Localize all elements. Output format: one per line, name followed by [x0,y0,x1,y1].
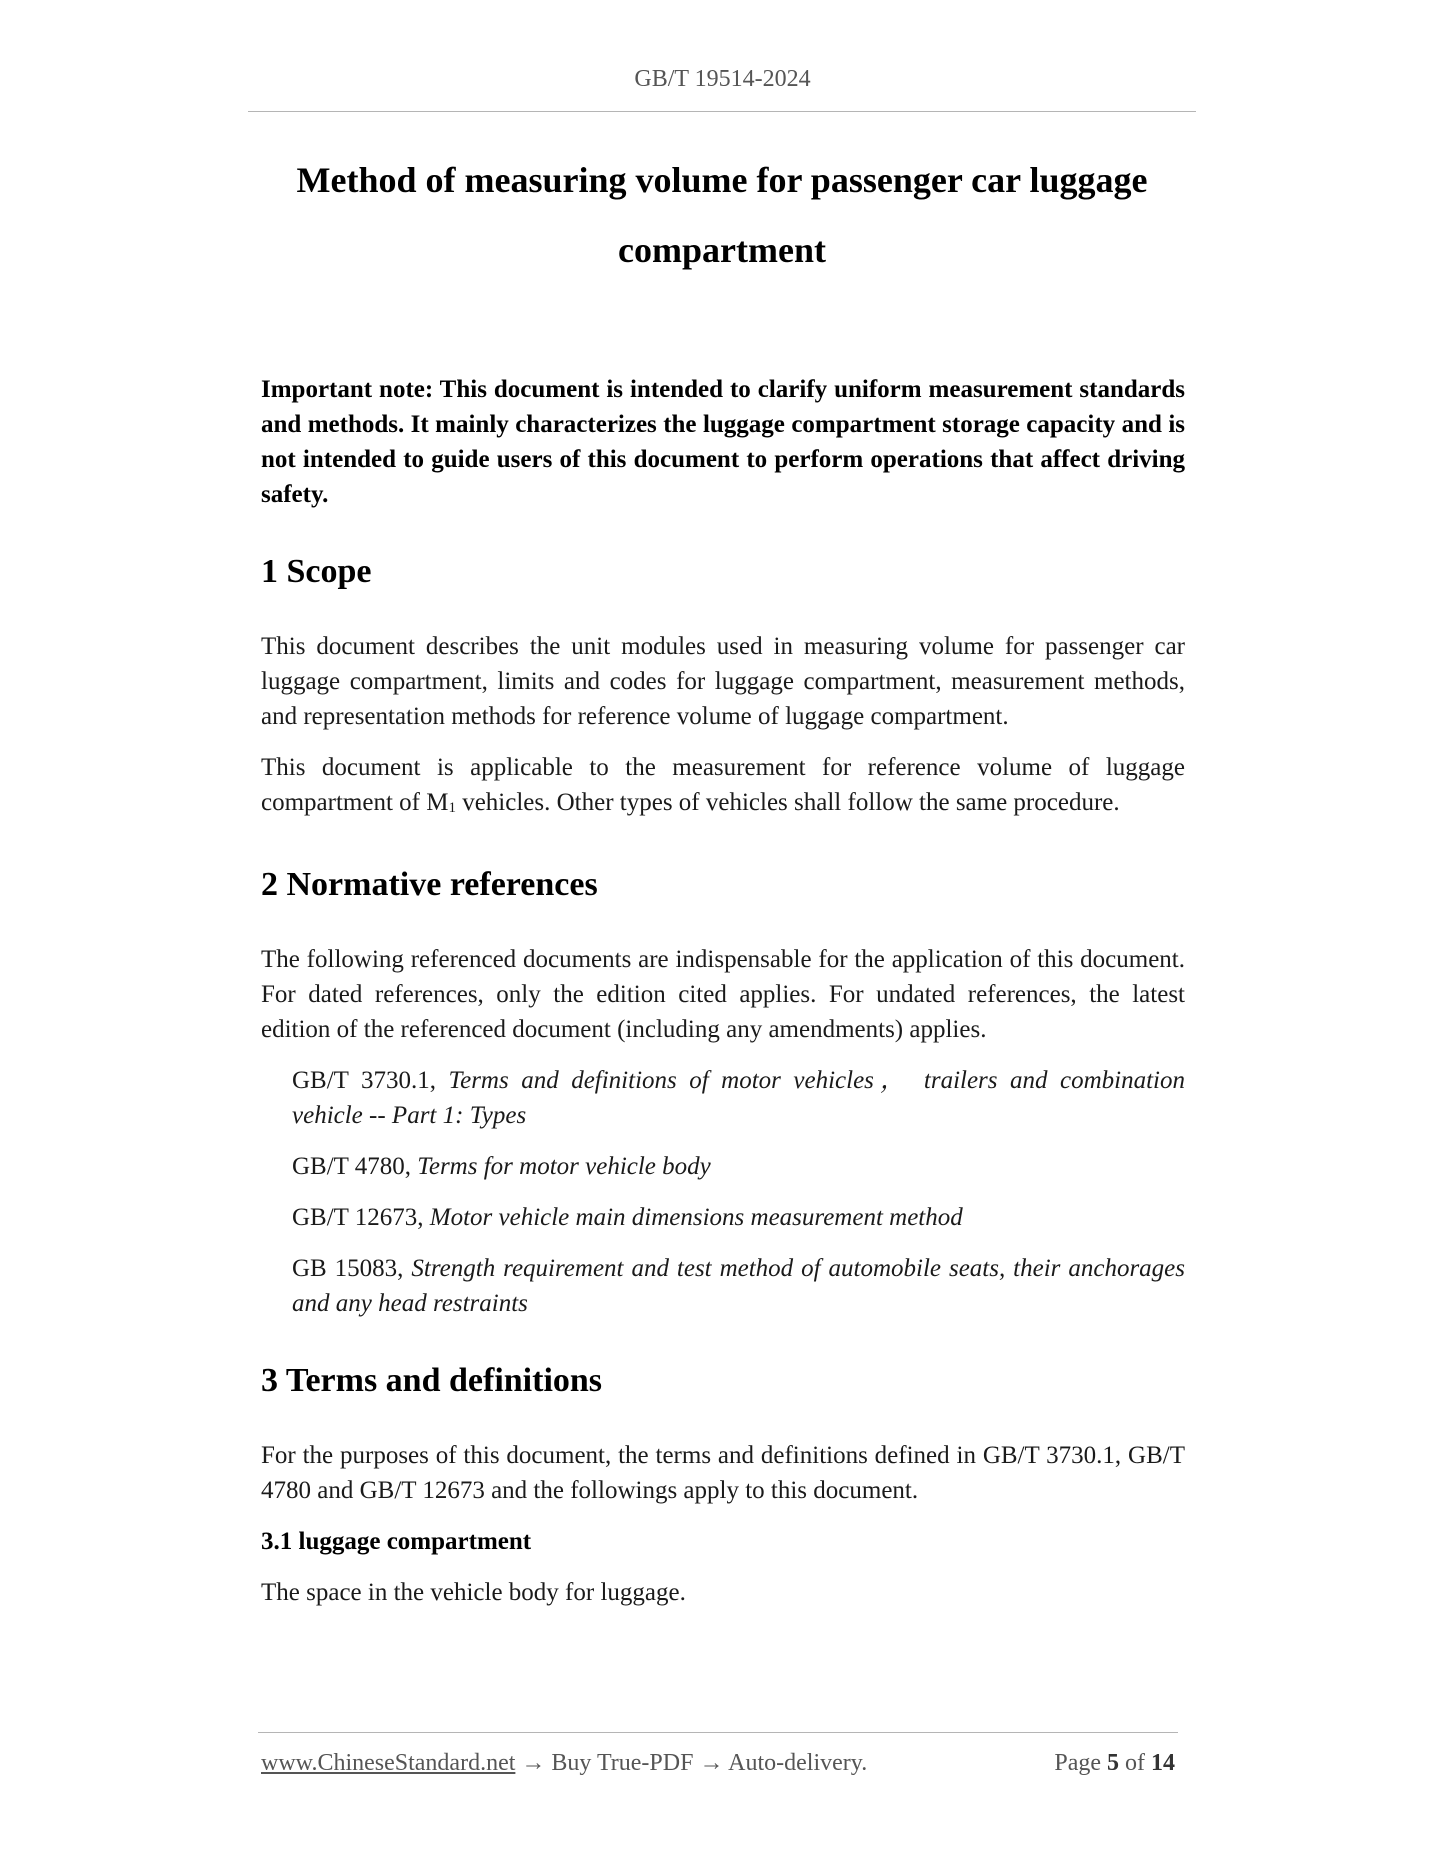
buy-pdf-text: Buy True-PDF [551,1750,694,1776]
footer-divider [258,1732,1178,1733]
document-title [248,145,1196,285]
reference-item: GB/T 12673, Motor vehicle main dimensions measurement method [292,1204,963,1231]
subscript-1: 1 [448,800,456,816]
auto-delivery-text: Auto-delivery. [728,1750,868,1776]
total-pages: 14 [1151,1750,1175,1776]
term-definition: The space in the vehicle body for luggage. [261,1579,686,1606]
reference-item: GB/T 3730.1, Terms and definitions of motor vehicles， trailers and combination vehicle -- Part 1: Types [292,1067,1185,1129]
title-line-2: compartment [618,230,826,270]
arrow-icon: → [693,1750,729,1776]
section-heading-terms-definitions: 3 Terms and definitions [261,1362,603,1399]
section-heading-normative-references: 2 Normative references [261,866,598,903]
term-heading: 3.1 luggage compartment [261,1528,532,1555]
normative-paragraph: The following referenced documents are indispensable for the application of this document. For dated references, only the edition cited applies. For undated references, the latest edition of the referenced document (including any amendments) applies. [261,946,1185,1043]
reference-item: GB/T 4780, Terms for motor vehicle body [292,1153,711,1180]
running-header: GB/T 19514-2024 [634,66,811,92]
arrow-icon: → [515,1750,552,1776]
website-link[interactable]: www.ChineseStandard.net [261,1750,516,1776]
reference-item: GB 15083, Strength requirement and test method of automobile seats, their anchorages and any head restraints [292,1255,1185,1317]
terms-paragraph: For the purposes of this document, the terms and definitions defined in GB/T 3730.1, GB/T 4780 and GB/T 12673 and the followings apply to this document. [261,1442,1185,1504]
document-body [261,372,1185,1610]
scope-paragraph-2: This document is applicable to the measurement for reference volume of luggage compartment of $M_1$ vehicles. Other types of vehicles shall follow the same procedure. [261,754,1185,816]
important-note: Important note: This document is intended to clarify uniform measurement standards and methods. It mainly characterizes the luggage compartment storage capacity and is not intended to guide users of this document to perform operations that affect driving safety. [261,376,1185,508]
reference-list [261,1063,1185,1321]
page-number: Page 5 of 14 [1054,1750,1175,1776]
footer-promo [261,1750,867,1777]
current-page: 5 [1107,1750,1119,1776]
section-heading-scope: 1 Scope [261,553,372,590]
title-line-1: Method of measuring volume for passenger car luggage [296,160,1148,200]
header-divider [248,111,1196,112]
scope-paragraph-1: This document describes the unit modules used in measuring volume for passenger car luggage compartment, limits and codes for luggage compartment, measurement methods, and representation methods for reference volume of luggage compartment. [261,633,1185,730]
